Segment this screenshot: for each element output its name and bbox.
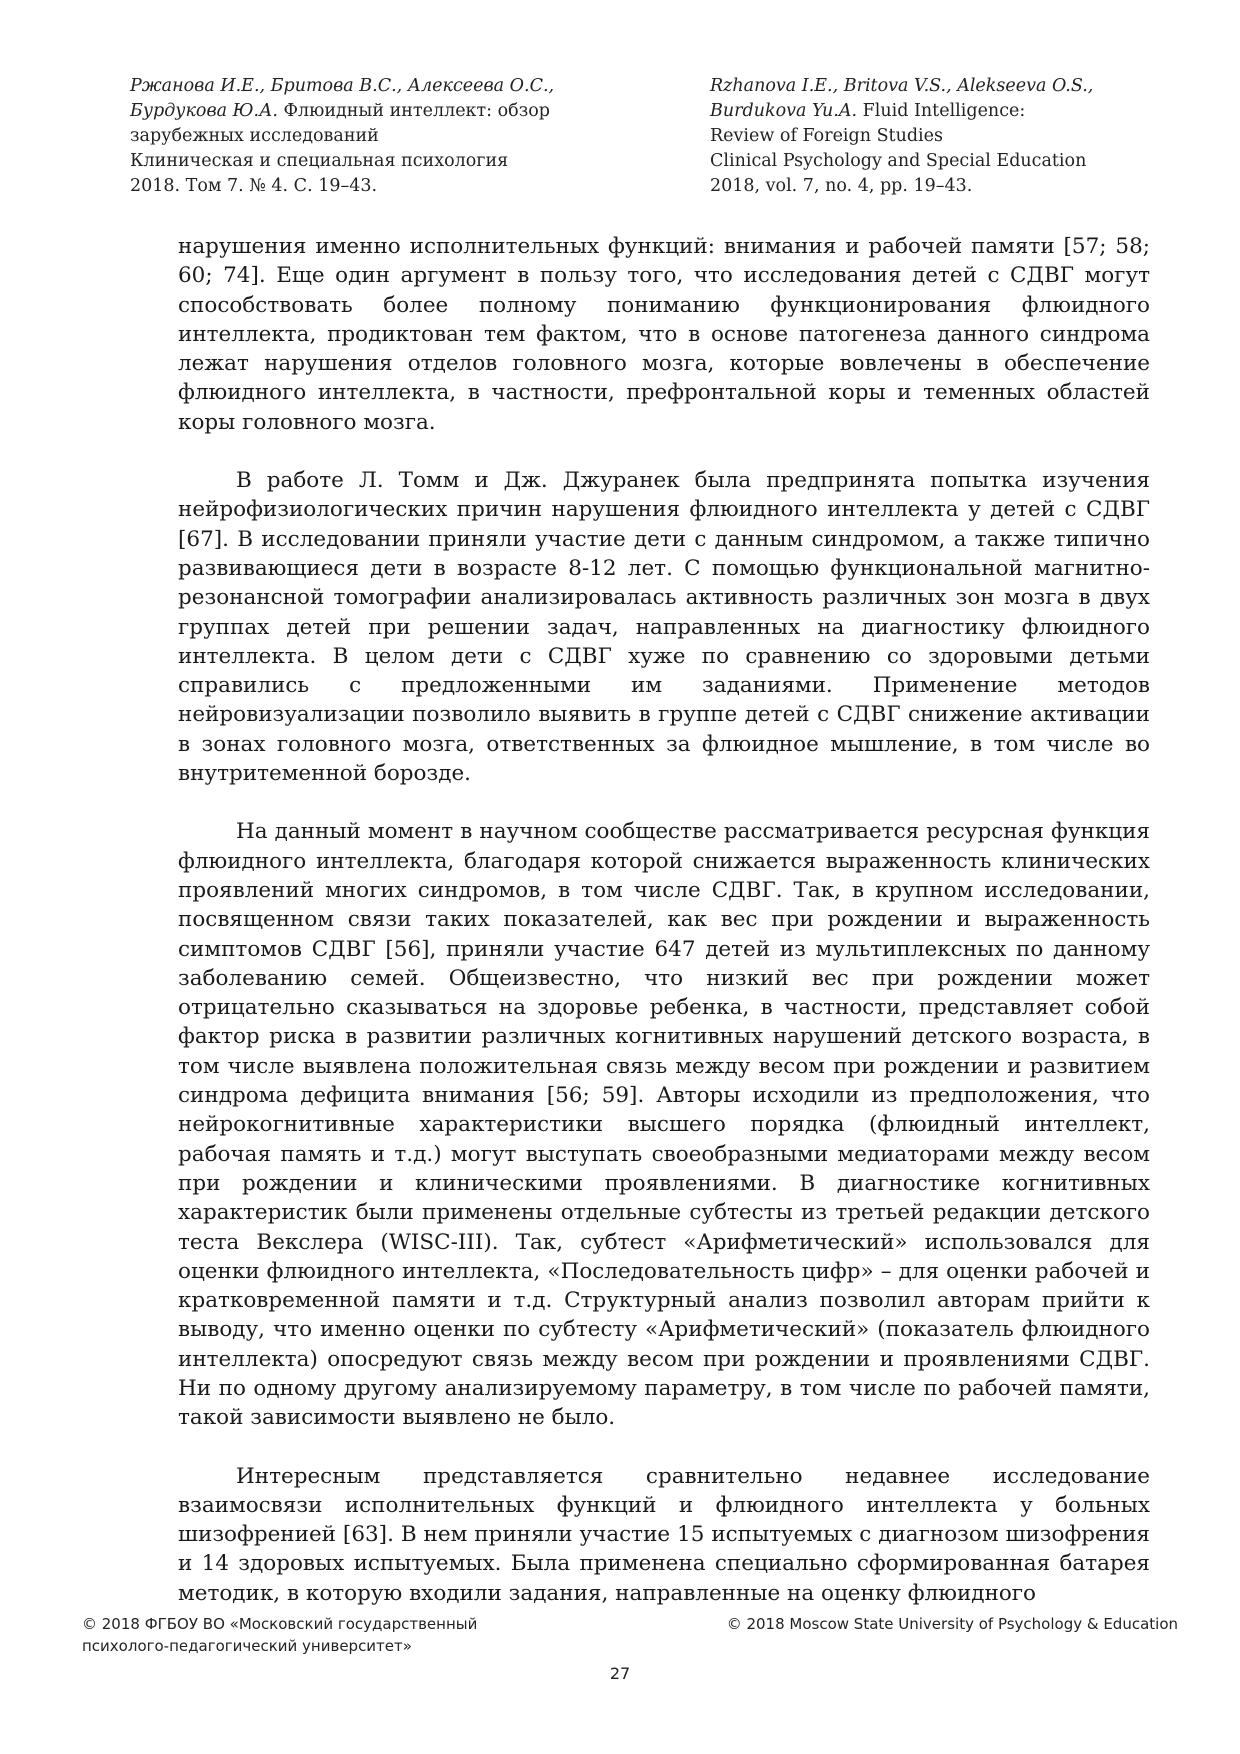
running-header: [130, 74, 1130, 199]
header-en-journal: Clinical Psychology and Special Education: [710, 151, 1087, 171]
header-en-authors-2: Burdukova Yu.A.: [710, 101, 858, 121]
header-ru-authors: Ржанова И.Е., Бритова В.С., Алексеева О.С.,: [130, 76, 555, 96]
article-body: [178, 232, 1150, 1637]
header-ru-journal: Клиническая и специальная психология: [130, 151, 509, 171]
header-ru-title-2: зарубежных исследований: [130, 126, 379, 146]
footer-copyright-ru: [82, 1613, 602, 1657]
footer-ru-line-2: психолого-педагогический университет»: [82, 1637, 412, 1655]
paragraph-2: В работе Л. Томм и Дж. Джуранек была предпринята попытка изучения нейрофизиологических причин нарушения флюидного интеллекта у детей с СДВГ [67]. В исследовании приняли участие дети с данным синдромом, а также типично развивающиеся дети в возрасте 8-12 лет. С помощью функциональной магнитно-резонансной томографии анализировалась активность различных зон мозга в двух группах детей при решении задач, направленных на диагностику флюидного интеллекта. В целом дети с СДВГ хуже по сравнению со здоровыми детьми справились с предложенными им заданиями. Применение методов нейровизуализации позволило выявить в группе детей с СДВГ снижение активации в зонах головного мозга, ответственных за флюидное мышление, в том числе во внутритеменной борозде.: [178, 468, 1150, 787]
footer-ru-line-1: © 2018 ФГБОУ ВО «Московский государственный: [82, 1615, 478, 1633]
header-en-authors: Rzhanova I.E., Britova V.S., Alekseeva O.S.,: [710, 76, 1094, 96]
header-ru-title-1: Флюидный интеллект: обзор: [277, 101, 550, 121]
header-english: [710, 74, 1130, 199]
header-en-citation: 2018, vol. 7, no. 4, pp. 19–43.: [710, 176, 973, 196]
footer-copyright-en: © 2018 Moscow State University of Psychology & Education: [726, 1615, 1178, 1633]
header-ru-citation: 2018. Том 7. № 4. С. 19–43.: [130, 176, 378, 196]
header-ru-authors-2: Бурдукова Ю.А.: [130, 101, 278, 121]
page-number: 27: [609, 1664, 631, 1683]
paragraph-3: На данный момент в научном сообществе рассматривается ресурсная функция флюидного интеллекта, благодаря которой снижается выраженность клинических проявлений многих синдромов, в том числе СДВГ. Так, в крупном исследовании, посвященном связи таких показателей, как вес при рождении и выраженность симптомов СДВГ [56], приняли участие 647 детей из мультиплексных по данному заболеванию семей. Общеизвестно, что низкий вес при рождении может отрицательно сказываться на здоровье ребенка, в частности, представляет собой фактор риска в развитии различных когнитивных нарушений детского возраста, в том числе выявлена положительная связь между весом при рождении и развитием синдрома дефицита внимания [56; 59]. Авторы исходили из предположения, что нейрокогнитивные характеристики высшего порядка (флюидный интеллект, рабочая память и т.д.) могут выступать своеобразными медиаторами между весом при рождении и клиническими проявлениями. В диагностике когнитивных характеристик были применены отдельные субтесты из третьей редакции детского теста Векслера (WISC-III). Так, субтест «Арифметический» использовался для оценки флюидного интеллекта, «Последовательность цифр» – для оценки рабочей и кратковременной памяти и т.д. Структурный анализ позволил авторам прийти к выводу, что именно оценки по субтесту «Арифметический» (показатель флюидного интеллекта) опосредуют связь между весом при рождении и проявлениями СДВГ. Ни по одному другому анализируемому параметру, в том числе по рабочей памяти, такой зависимости выявлено не было.: [178, 819, 1150, 1431]
header-en-title-2: Review of Foreign Studies: [710, 126, 943, 146]
header-russian: [130, 74, 600, 199]
paragraph-1: нарушения именно исполнительных функций: внимания и рабочей памяти [57; 58; 60; 74]. Еще один аргумент в пользу того, что исследования детей с СДВГ могут способствовать более полному пониманию функционирования флюидного интеллекта, продиктован тем фактом, что в основе патогенеза данного синдрома лежат нарушения отделов головного мозга, которые вовлечены в обеспечение флюидного интеллекта, в частности, префронтальной коры и теменных областей коры головного мозга.: [178, 234, 1150, 435]
header-en-title-1: Fluid Intelligence:: [857, 101, 1026, 121]
paragraph-4: Интересным представляется сравнительно недавнее исследование взаимосвязи исполнительных функций и флюидного интеллекта у больных шизофренией [63]. В нем приняли участие 15 испытуемых с диагнозом шизофрения и 14 здоровых испытуемых. Была применена специально сформированная батарея методик, в которую входили задания, направленные на оценку флюидного: [178, 1463, 1150, 1606]
